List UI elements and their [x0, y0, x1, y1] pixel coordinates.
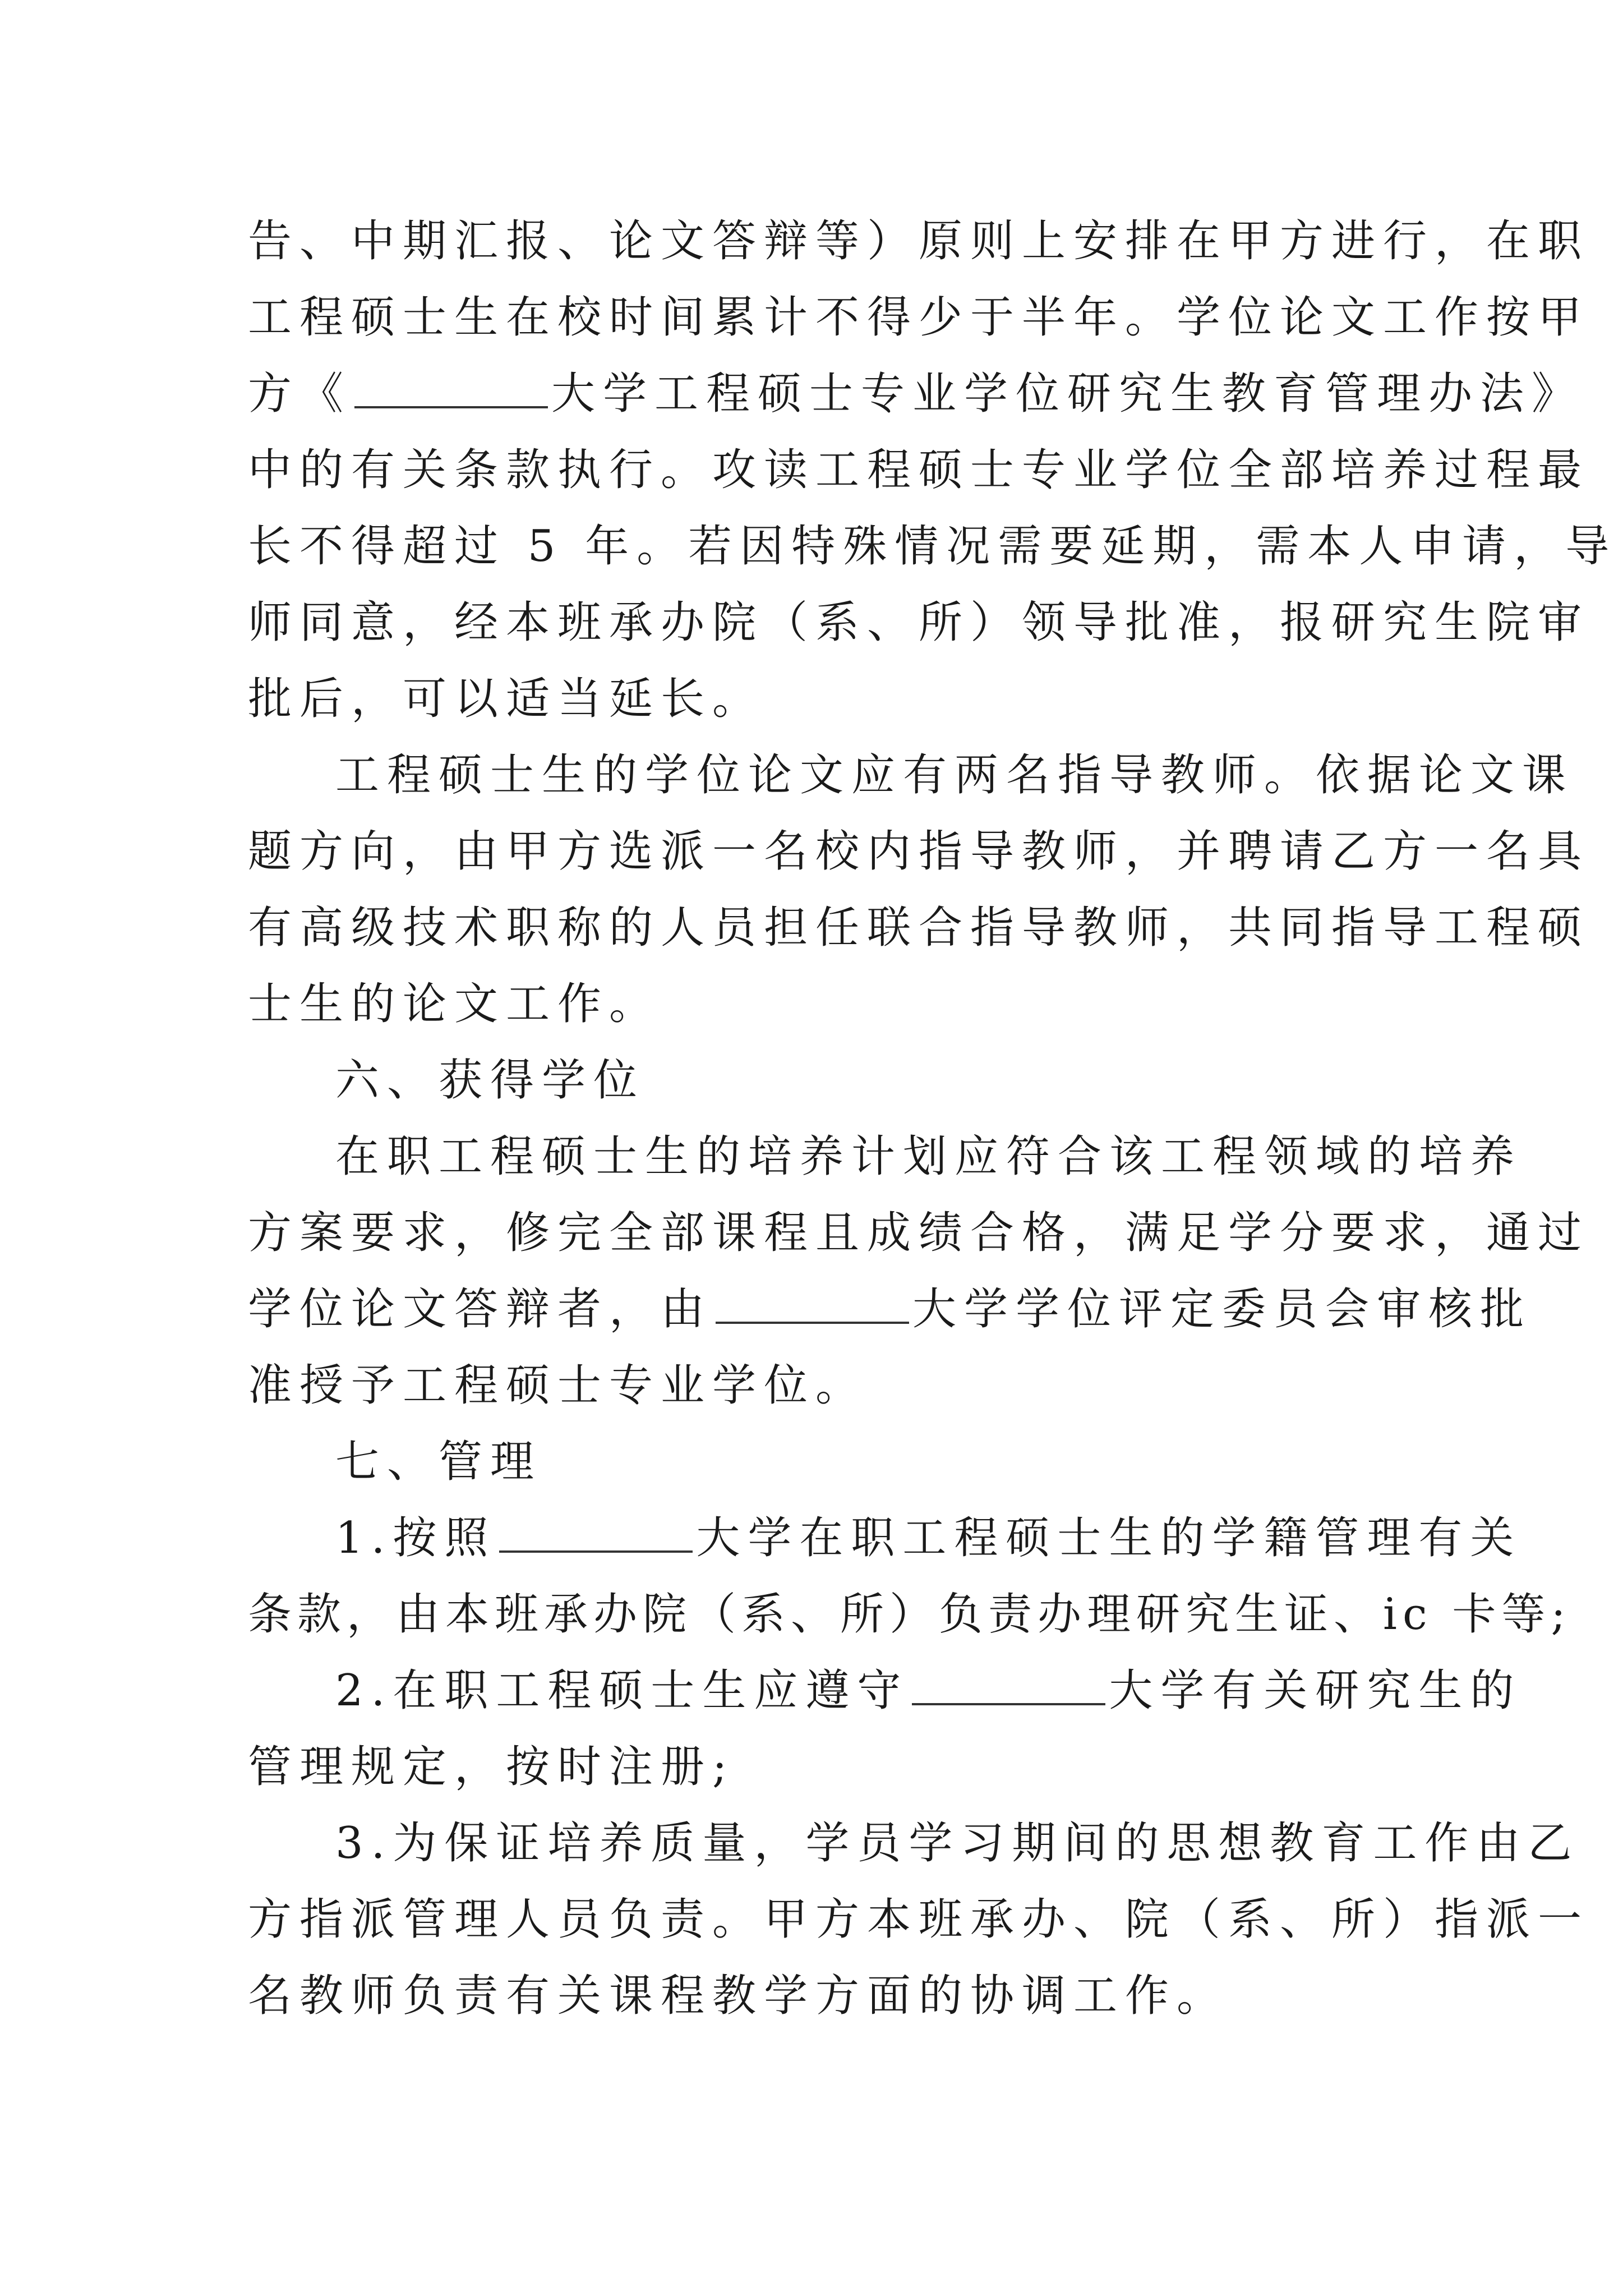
- fill-in-blank: [716, 1282, 909, 1324]
- text-line: [248, 1653, 1522, 1729]
- text-line: 管理规定，按时注册;: [248, 1742, 735, 1792]
- paragraph-thesis-arrangement: [248, 203, 1617, 737]
- text-line: 长不得超过 5 年。若因特殊情况需要延期，需本人申请，导: [248, 521, 1617, 572]
- list-item-3: [248, 1805, 1590, 2034]
- section-heading-degree: 六、获得学位: [335, 1055, 645, 1106]
- text-line: 题方向，由甲方选派一名校内指导教师，并聘请乙方一名具: [248, 826, 1590, 877]
- text-line: 批后，可以适当延长。: [248, 674, 764, 724]
- text-fragment: 1.按照: [335, 1513, 496, 1563]
- text-line: 工程硕士生的学位论文应有两名指导教师。依据论文课: [335, 750, 1574, 800]
- text-line: 方案要求，修完全部课程且成绩合格，满足学分要求，通过: [248, 1208, 1590, 1258]
- text-fragment: 大学工程硕士专业学位研究生教育管理办法》: [551, 369, 1584, 419]
- text-line: 士生的论文工作。: [248, 979, 661, 1029]
- text-line: 条款，由本班承办院（系、所）负责办理研究生证、ic 卡等;: [248, 1589, 1571, 1640]
- text-line: 名教师负责有关课程教学方面的协调工作。: [248, 1971, 1229, 2021]
- text-line: 工程硕士生在校时间累计不得少于半年。学位论文工作按甲: [248, 292, 1590, 343]
- text-line: [248, 356, 1584, 432]
- text-line: 师同意，经本班承办院（系、所）领导批准，报研究生院审: [248, 597, 1590, 648]
- fill-in-blank: [499, 1511, 693, 1553]
- list-item-1: [248, 1500, 1571, 1653]
- section-heading-management: 七、管理: [335, 1437, 542, 1487]
- paragraph-degree-requirements: [248, 1119, 1590, 1424]
- text-line: [248, 1271, 1532, 1347]
- fill-in-blank: [354, 367, 548, 408]
- fill-in-blank: [912, 1664, 1105, 1705]
- paragraph-advisors: [248, 737, 1590, 1042]
- text-line: 有高级技术职称的人员担任联合指导教师，共同指导工程硕: [248, 903, 1590, 953]
- text-fragment: 2.在职工程硕士生应遵守: [335, 1665, 909, 1716]
- text-line: 准授予工程硕士专业学位。: [248, 1360, 868, 1411]
- text-line: [248, 1500, 1522, 1576]
- text-line: 方指派管理人员负责。甲方本班承办、院（系、所）指派一: [248, 1894, 1590, 1945]
- text-line: 告、中期汇报、论文答辩等）原则上安排在甲方进行，在职: [248, 216, 1590, 266]
- text-fragment: 方《: [248, 369, 352, 419]
- list-item-2: [248, 1653, 1522, 1805]
- text-fragment: 大学有关研究生的: [1109, 1665, 1522, 1716]
- text-fragment: 学位论文答辩者，由: [248, 1284, 713, 1335]
- text-line: 3.为保证培养质量，学员学习期间的思想教育工作由乙: [335, 1818, 1580, 1869]
- text-fragment: 大学学位评定委员会审核批: [912, 1284, 1532, 1335]
- document-body: [248, 203, 1617, 2034]
- text-line: 在职工程硕士生的培养计划应符合该工程领域的培养: [335, 1131, 1523, 1182]
- text-fragment: 大学在职工程硕士生的学籍管理有关: [696, 1513, 1522, 1563]
- text-line: 中的有关条款执行。攻读工程硕士专业学位全部培养过程最: [248, 445, 1590, 495]
